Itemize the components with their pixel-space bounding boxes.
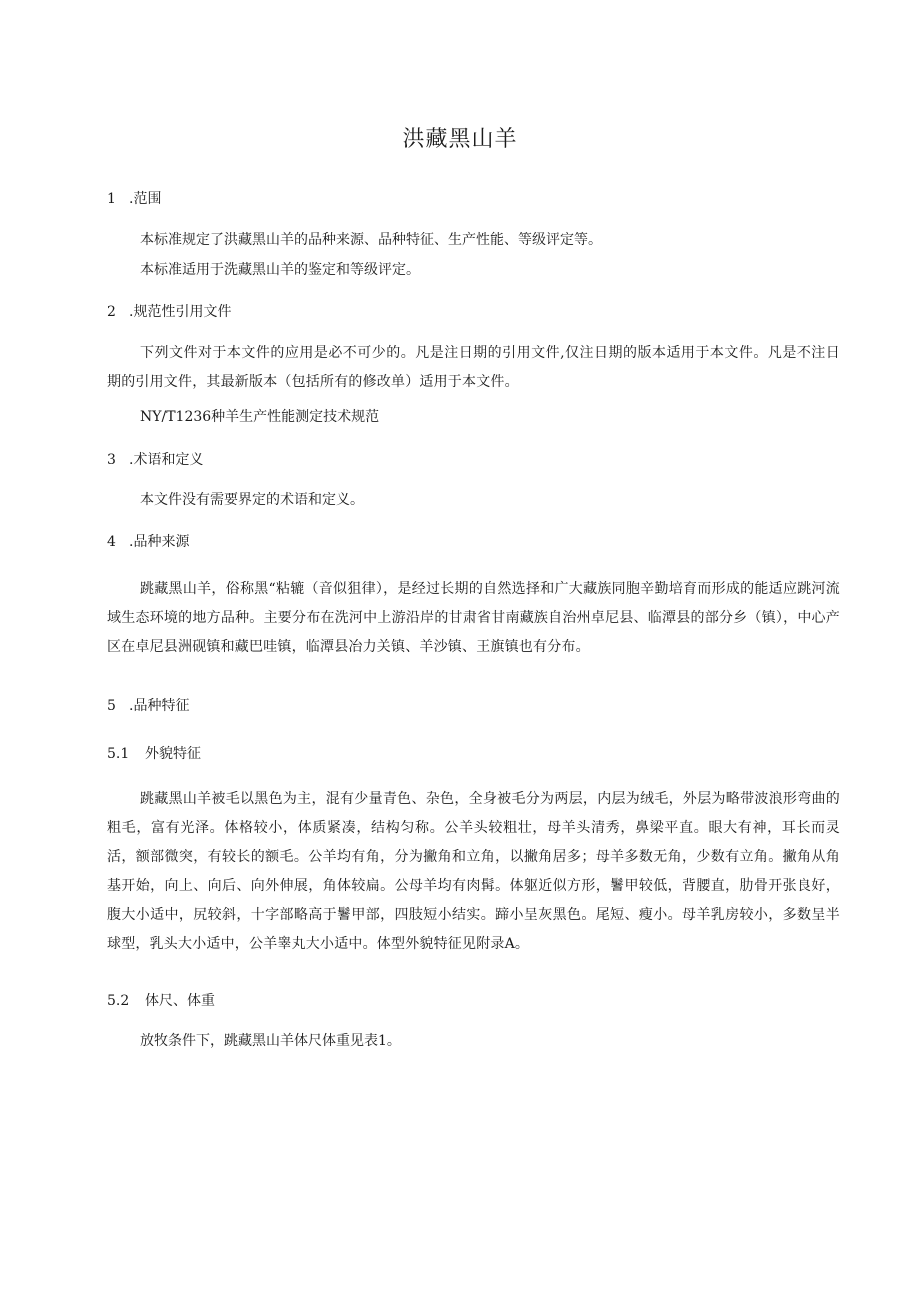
- section-5-2-title: 体尺、体重: [145, 993, 215, 1009]
- section-5-1-number: 5.1: [107, 746, 130, 762]
- section-5-heading: [107, 696, 189, 716]
- document-title: 洪藏黑山羊: [402, 127, 518, 152]
- section-5-title: .品种特征: [129, 698, 190, 714]
- section-1-paragraph-1: 本标准规定了洪藏黑山羊的品种来源、品种特征、生产性能、等级评定等。: [140, 232, 602, 248]
- section-5-1-heading: [107, 744, 201, 764]
- section-5-2-paragraph: 放牧条件下，跳藏黑山羊体尺体重见表1。: [140, 1033, 401, 1049]
- section-5-2-heading: [107, 991, 215, 1011]
- section-5-1-paragraph: 跳藏黑山羊被毛以黑色为主，混有少量青色、杂色，全身被毛分为两层，内层为绒毛，外层为略带波浪形弯曲的粗毛，富有光泽。体格较小，体质紧凑，结构匀称。公羊头较粗壮，母羊头清秀，鼻梁平直。眼大有神，耳长而灵活，额部微突，有较长的额毛。公羊均有角，分为撇角和立角，以撇角居多；母羊多数无角，少数有立角。撇角从角基开始，向上、向后、向外伸展，角体较扁。公母羊均有肉髯。体躯近似方形，鬐甲较低，背腰直，肋骨开张良好，腹大小适中，尻较斜，十字部略高于鬐甲部，四肢短小结实。蹄小呈灰黑色。尾短、瘦小。母羊乳房较小，多数呈半球型，乳头大小适中，公羊睾丸大小适中。体型外貌特征见附录A。: [107, 791, 840, 952]
- section-5-number: 5: [107, 698, 116, 714]
- section-3-title: .术语和定义: [129, 452, 204, 468]
- section-4-title: .品种来源: [129, 534, 190, 550]
- section-2-paragraph: 下列文件对于本文件的应用是必不可少的。凡是注日期的引用文件,仅注日期的版本适用于本文件。凡是不注日期的引用文件，其最新版本（包括所有的修改单）适用于本文件。: [107, 345, 840, 390]
- section-2-heading: [107, 302, 231, 322]
- section-1-paragraph-2: 本标准适用于洗藏黑山羊的鉴定和等级评定。: [140, 262, 420, 278]
- section-1-heading: [107, 189, 161, 209]
- section-4-number: 4: [107, 534, 116, 550]
- section-3-heading: [107, 450, 203, 470]
- section-2-number: 2: [107, 304, 116, 320]
- section-2-title: .规范性引用文件: [129, 304, 232, 320]
- section-1-number: 1: [107, 191, 116, 207]
- normative-reference: NY/T1236种羊生产性能测定技术规范: [140, 409, 380, 425]
- section-3-number: 3: [107, 452, 116, 468]
- section-5-2-number: 5.2: [107, 993, 130, 1009]
- section-4-paragraph: 跳藏黑山羊，俗称黑“粘辘（音似狙律），是经过长期的自然选择和广大藏族同胞辛勤培育而形成的能适应跳河流域生态环境的地方品种。主要分布在洗河中上游沿岸的甘肃省甘南藏族自治州卓尼县、临潭县的部分乡（镇），中心产区在卓尼县洲砚镇和藏巴哇镇，临潭县冶力关镇、羊沙镇、王旗镇也有分布。: [107, 581, 840, 655]
- section-5-1-title: 外貌特征: [145, 746, 201, 762]
- section-4-heading: [107, 532, 189, 552]
- section-1-title: .范围: [129, 191, 162, 207]
- section-3-paragraph: 本文件没有需要界定的术语和定义。: [140, 492, 364, 508]
